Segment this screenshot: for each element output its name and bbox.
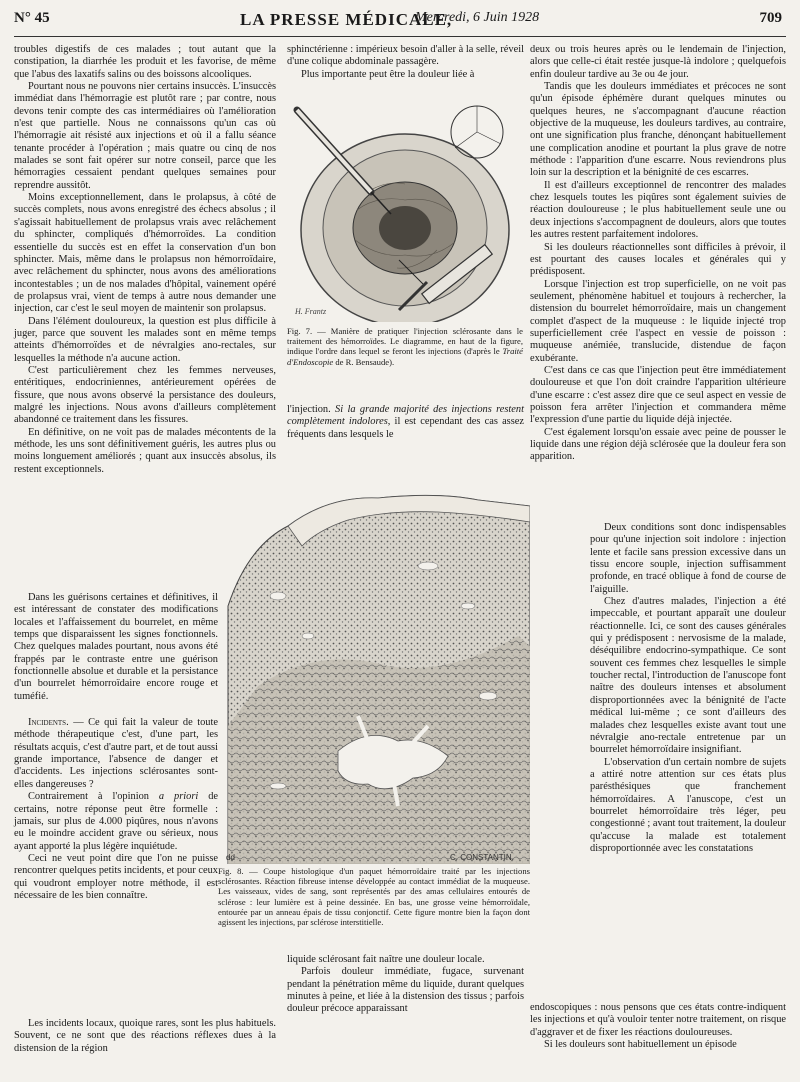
emphasis: Si la grande majorité des injections restent complètement indolores: [287, 404, 524, 428]
paragraph: Moins exceptionnellement, dans le prolapsus, à côté de succès complets, nous avons enregistré des échecs absolus ; il s'agissait habituellement de prolapsus vrais avec relâchement du sphincter, compliqués d'hémorroïdes. La condition essentielle du succès est en effet la conservation d'un bon sphincter. Mais, même dans le prolapsus non hémorroïdaire, avec relâchement du sphincter, nous avons des améliorations incontestables ; un de nos malades d'hôpital, vainement opéré de prolapsus vrai, vient de temps à autre nous demander une injection, car c'est le seul moyen de maintenir son prolapsus.: [14, 192, 276, 315]
caption-text: de R. Bensaude).: [333, 356, 395, 367]
paragraph-text: de certains, notre réponse peut être formelle : jamais, sur plus de 4.000 piqûres, nous n'avons eu le moindre accident grave ou sérieux, nous ayant apporté la plus légère inquiétude.: [14, 791, 219, 852]
paragraph-text: Contrairement à l'opinion: [28, 791, 159, 803]
paragraph: Dans l'élément douloureux, la question est plus difficile à juger, parce que souvent les malades sont en même temps atteints d'hémorroïdes et de névralgies ano-rectales, sur lesquelles la méthode n'a aucune action.: [14, 315, 276, 364]
paragraph: [14, 717, 218, 791]
paragraph: Si les douleurs sont habituellement un épisode: [544, 1039, 737, 1051]
caption-text: Fig. 7. — Manière de pratiquer l'injection sclérosante dans le traitement des hémorroïdes. Le diagramme, en haut de la figure, indique l'ordre dans lequel se feront les injections (d'après le: [287, 326, 523, 357]
paragraph: C'est dans ce cas que l'injection peut être immédiatement douloureuse et que l'on doit craindre l'apparition ultérieure d'une escarre : c'est assez dire que ce seul aspect en vessie de poisson fera arrêter l'injection et commandera même l'expression d'une partie du liquide déjà injectée.: [530, 364, 786, 426]
paragraph: [14, 427, 276, 476]
column-left-narrow: [14, 592, 218, 902]
paragraph-text: l'injection.: [287, 404, 336, 415]
issue-date: Mercredi, 6 Juin 1928: [415, 10, 540, 25]
page-number: 709: [759, 10, 782, 26]
paragraph-text: En définitive, on ne voit pas de malades mécontents de la méthode, les uns sont définitivement guéris, les autres plus ou moins longuement améliorés ; quant aux insuccès absolus, ils restent exceptionnels.: [14, 426, 276, 475]
paragraph: Pourtant nous ne pouvons nier certains insuccès. L'insuccès immédiat dans l'hémorragie est plutôt rare ; par contre, nous devons tenir compte des cas intermédiaires où l'amélioration n'est que partielle. Nous ne connaissons qu'un cas où l'hémorragie ait résisté aux injections et où il a fallu séance tenante procéder à l'opération ; mais quatre ou cinq de nos malades se sont fait opérer sur notre conseil, parce que les hémorragies cessaient pendant quelques semaines pour reprendre aussitôt.: [14, 81, 276, 191]
issue-number: N° 45: [14, 10, 50, 26]
column-middle-bottom: [287, 954, 524, 1016]
column-left: [14, 44, 276, 476]
paragraph: Il est d'ailleurs exceptionnel de rencontrer des malades chez lesquels toutes les piqûres sont également suivies de réaction douloureuse ; le plus habituellement seule une ou deux injections s'accompagnent de douleurs, alors que toutes les autres restent parfaitement indolores.: [530, 179, 786, 241]
figure-7-signature: H. Frantz: [295, 307, 327, 316]
page-header: [0, 10, 800, 36]
paragraph-text: , il est cependant des cas assez fréquents dans lesquels le: [287, 416, 524, 440]
section-heading: Incidents.: [28, 717, 69, 729]
svg-text:dd: dd: [226, 853, 235, 862]
figure-8-caption: Fig. 8. — Coupe histologique d'un paquet hémorroïdaire traité par les injections sclérosantes. Réaction fibreuse intense développée au contact immédiat de la muqueuse. Les vaisseaux, vides de sang, sont représentés par des amas cellulaires entourés de sclérose : leur lumière est à peine dessinée. En bas, une grosse veine hémorroïdale, entourée par un anneau épais de tissu conjonctif. Cette figure montre bien la façon dont agissent les injections, par sclérose interstitielle.: [218, 866, 530, 928]
journal-title: LA PRESSE MÉDICALE,: [240, 10, 453, 29]
column-middle-top: [287, 44, 524, 81]
paragraph: Tandis que les douleurs immédiates et précoces ne sont qu'un épisode éphémère durant quelques minutes ou quelques heures, ne s'accompagnant d'aucune réaction objective de la muqueuse, les douleurs tardives, au contraire, ont une signification plus franche, dénonçant habituellement une complication anodine et pourtant la plus grave de notre méthode : l'apparition d'une escarre. Nous reviendrons plus loin sur la description et la bénignité de ces escarres.: [530, 81, 786, 179]
paragraph: liquide sclérosant fait naître une douleur locale.: [287, 954, 485, 965]
paragraph: Plus importante peut être la douleur liée à: [301, 68, 475, 80]
paragraph: Lorsque l'injection est trop superficielle, on ne voit pas seulement, phénomène habituel et toujours à rechercher, la distension du bourrelet hémorroïdaire, mais un changement complet d'aspect de la muqueuse : le liquide injecté trop superficiellement crée l'aspect en vessie de poisson : muqueuse anémiée, translucide, distendue de façon exubérante.: [530, 278, 786, 364]
column-right-bottom: [530, 1002, 786, 1051]
paragraph: endoscopiques : nous pensons que ces états contre-indiquent les injections et qu'à vouloir tenter notre traitement, on risque d'aggraver et de fixer les réactions douloureuses.: [530, 1002, 786, 1038]
column-right-narrow: [590, 522, 786, 855]
paragraph: Ceci ne veut point dire que l'on ne puisse rencontrer quelques petits incidents, et pour ceux qui voudront employer notre méthode, il est nécessaire de les bien connaître.: [14, 852, 218, 901]
figure-8-signature: C. CONSTANTIN.: [450, 853, 514, 862]
paragraph: deux ou trois heures après ou le lendemain de l'injection, alors que celle-ci était restée jusque-là indolore ; quelquefois enfin douleur tardive au 3e ou 4e jour.: [530, 44, 786, 80]
figure-7-caption: [287, 326, 523, 367]
paragraph: Si les douleurs réactionnelles sont difficiles à prévoir, il est pourtant des causes locales et générales qui y prédisposent.: [530, 241, 786, 278]
column-left-bottom: [14, 1018, 276, 1055]
paragraph: Parfois douleur immédiate, fugace, survenant pendant la pénétration même du liquide, durant quelques minutes à peine, et liée à la distension des tissus ; parfois douleur précoce apparaissant: [287, 966, 524, 1015]
paragraph: L'observation d'un certain nombre de sujets a attiré notre attention sur ces états plus parésthésiques que franchement hémorroïdaires. A l'anuscope, c'est un bourrelet hémorroïdaire très léger, peu congestionné ; avant tout traitement, la douleur qu'accuse la malade est totalement disproportionnée avec les constatations: [590, 756, 786, 854]
emphasis: a priori: [158, 791, 199, 803]
paragraph: Les incidents locaux, quoique rares, sont les plus habituels. Souvent, ce ne sont que des réactions réflexes dues à la distension de la région: [14, 1018, 276, 1054]
paragraph-text: — Ce qui fait la valeur de toute méthode thérapeutique c'est, d'une part, les résultats acquis, c'est d'autre part, et de tout aussi grande importance, l'absence de danger et d'accidents. Les injections sclérosantes sont-elles dangereuses ?: [14, 717, 218, 790]
paragraph: C'est particulièrement chez les femmes nerveuses, entéritiques, endocriniennes, antérieurement opérées de fissure, que nous avons observé la persistance des douleurs, malgré les injections. Nous avons d'ailleurs complètement abandonné ce traitement dans les fissures.: [14, 364, 276, 426]
paragraph: C'est également lorsqu'on essaie avec peine de pousser le liquide dans une région déjà sclérosée que la douleur fera son apparition.: [530, 426, 786, 463]
figure-7-illustration: [287, 100, 523, 322]
paragraph: Deux conditions sont donc indispensables pour qu'une injection soit indolore : injection lente et facile sans pression excessive dans un tissu encore souple, injection suffisamment profonde, en tracé oblique à fond de course de l'aiguille.: [590, 522, 786, 595]
paragraph: sphinctérienne : impérieux besoin d'aller à la selle, réveil d'une colique abdominale passagère.: [287, 44, 524, 68]
column-middle-mid: [287, 404, 524, 441]
paragraph: Dans les guérisons certaines et définitives, il est intéressant de constater des modifications locales et l'affaissement du bourrelet, en même temps que disparaissent les signes fonctionnels. Chez quelques malades pourtant, nous avons été frappés par le contraste entre une guérison fonctionnelle absolue et durable et la persistance d'un bourrelet hémorroïdaire encore rouge et tuméfié.: [14, 592, 218, 702]
column-right-top: [530, 44, 786, 464]
caption-emphasis: Traité d'Endoscopie: [287, 346, 523, 367]
paragraph: [287, 404, 524, 441]
paragraph: Chez d'autres malades, l'injection a été impeccable, et pourtant apparaît une douleur réactionnelle. Ici, ce sont des causes générales qui y prédisposent : nervosisme de la malade, déséquilibre endocrino-sympathique. Ce sont souvent ces femmes chez lesquelles le simple toucher rectal, l'introduction de l'anuscope font naître des douleurs intenses et absolument disproportionnées avec la bénignité de l'acte médical lui-même ; ce sont d'ailleurs des malades chez lesquelles existe avant tout une névralgie ano-rectale entretenue par un bourrelet hémorroïdaire insignifiant.: [590, 596, 786, 756]
paragraph: troubles digestifs de ces malades ; tout autant que la constipation, la diarrhée les produit et les favorise, de même que l'abus des laxatifs salins ou des boissons alcooliques.: [14, 44, 276, 80]
header-rule: [14, 36, 786, 37]
paragraph: [14, 791, 218, 853]
figure-8-histology: [218, 486, 530, 864]
